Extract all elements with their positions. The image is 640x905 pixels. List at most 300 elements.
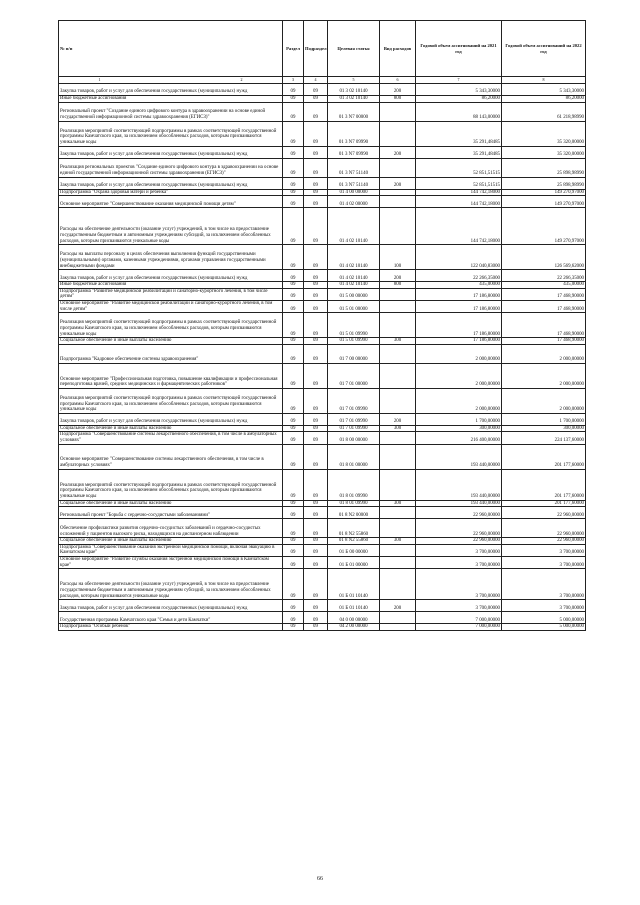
- row-razdel: 09: [283, 600, 304, 612]
- row-target-article: 01 3 N7 51140: [328, 177, 380, 189]
- row-volume-2021: 3 700,00000: [416, 556, 502, 568]
- table-row: [59, 469, 586, 500]
- row-name: Региональный проект "Борьба с сердечно-сосудистыми заболеваниями": [59, 507, 283, 519]
- table-row: [59, 500, 586, 507]
- row-target-article: 01 4 02 00000: [328, 196, 380, 208]
- row-razdel: 09: [283, 500, 304, 507]
- row-target-article: 01 Б 01 10140: [328, 569, 380, 600]
- row-volume-2021: 435,00000: [416, 282, 502, 289]
- row-razdel: 09: [283, 270, 304, 282]
- row-expense-type: 200: [380, 600, 416, 612]
- row-name: Подпрограмма "Совершенствование оказания экстренной медицинской помощи, включая эвакуацию в Камчатском крае": [59, 544, 283, 556]
- row-target-article: 01 8 01 00000: [328, 444, 380, 469]
- table-row: [59, 344, 586, 363]
- row-expense-type: [380, 344, 416, 363]
- row-name: Иные бюджетные ассигнования: [59, 96, 283, 103]
- row-target-article: 01 3 N7 09990: [328, 121, 380, 146]
- row-name: Основное мероприятие "Развитие медицинской реабилитации и санаторно-курортного лечения, в том числе детям": [59, 300, 283, 312]
- row-volume-2022: 25 898,98990: [502, 158, 586, 177]
- table-row: [59, 196, 586, 208]
- table-row: [59, 600, 586, 612]
- table-row: [59, 612, 586, 624]
- row-volume-2021: 5 343,30000: [416, 84, 502, 96]
- row-name: Реализация мероприятий соответствующей подпрограммы в рамках соответствующей государственной программы Камчатского края, за исключением обособленных расходов, которым присваиваются уникальные коды: [59, 388, 283, 413]
- row-volume-2022: 201 177,60000: [502, 469, 586, 500]
- row-volume-2021: 22 960,00000: [416, 507, 502, 519]
- table-row: [59, 245, 586, 270]
- row-expense-type: [380, 102, 416, 121]
- row-podrazdel: 09: [304, 544, 328, 556]
- row-volume-2021: 88 143,00000: [416, 102, 502, 121]
- row-expense-type: [380, 300, 416, 312]
- row-target-article: 01 3 02 10140: [328, 96, 380, 103]
- row-volume-2022: 126 569,62000: [502, 245, 586, 270]
- row-razdel: 09: [283, 425, 304, 432]
- table-row: [59, 121, 586, 146]
- row-volume-2022: 22 960,00000: [502, 507, 586, 519]
- row-volume-2021: 7 000,00000: [416, 624, 502, 631]
- row-razdel: 09: [283, 444, 304, 469]
- budget-table: [58, 20, 586, 631]
- table-row: [59, 444, 586, 469]
- row-volume-2022: 224 137,60000: [502, 432, 586, 444]
- row-target-article: 04 2 00 00000: [328, 624, 380, 631]
- row-expense-type: 200: [380, 413, 416, 425]
- row-target-article: 01 8 01 09990: [328, 469, 380, 500]
- row-volume-2022: 86,20000: [502, 96, 586, 103]
- row-name: Основное мероприятие "Развитие службы оказания экстренной медицинской помощи в Камчатском крае": [59, 556, 283, 568]
- row-podrazdel: 09: [304, 569, 328, 600]
- row-podrazdel: 09: [304, 556, 328, 568]
- row-volume-2021: 22 960,00000: [416, 519, 502, 538]
- row-razdel: 09: [283, 177, 304, 189]
- row-podrazdel: 09: [304, 121, 328, 146]
- page-number: 66: [317, 876, 323, 882]
- row-expense-type: 200: [380, 177, 416, 189]
- row-name: Закупка товаров, работ и услуг для обеспечения государственных (муниципальных) нужд: [59, 84, 283, 96]
- header-volume-2022: Годовой объем ассигнований на 2022 год: [502, 21, 586, 77]
- row-podrazdel: 09: [304, 444, 328, 469]
- row-name: Расходы на обеспечение деятельности (оказание услуг) учреждений, в том числе на предоставление государственным бюджетным и автономным учреждениям субсидий, за исключением обособленных расходов, которым присваиваются уникальные коды: [59, 208, 283, 245]
- row-razdel: 09: [283, 158, 304, 177]
- row-podrazdel: 09: [304, 500, 328, 507]
- row-razdel: 09: [283, 469, 304, 500]
- row-target-article: 01 8 N2 55860: [328, 538, 380, 545]
- row-target-article: 01 Б 01 10140: [328, 600, 380, 612]
- table-row: [59, 519, 586, 538]
- table-row: [59, 189, 586, 196]
- row-name: Расходы на обеспечение деятельности (оказание услуг) учреждений, в том числе на предоставление государственным бюджетным и автономным учреждениям субсидий, за исключением обособленных расходов, которым присваиваются уникальные коды: [59, 569, 283, 600]
- header-razdel: Раздел: [283, 21, 304, 77]
- row-podrazdel: 09: [304, 84, 328, 96]
- row-volume-2022: 17 468,90000: [502, 300, 586, 312]
- row-expense-type: [380, 544, 416, 556]
- column-number: 1 2: [59, 77, 283, 84]
- row-expense-type: [380, 519, 416, 538]
- row-name: Подпрограмма "Развитие медицинской реабилитации и санаторно-курортного лечения, в том числе детям": [59, 288, 283, 300]
- row-expense-type: 100: [380, 245, 416, 270]
- table-row: [59, 363, 586, 388]
- row-podrazdel: 09: [304, 282, 328, 289]
- row-razdel: 09: [283, 288, 304, 300]
- row-volume-2022: 25 898,98990: [502, 177, 586, 189]
- row-podrazdel: 09: [304, 270, 328, 282]
- table-row: [59, 102, 586, 121]
- row-volume-2021: 3 700,00000: [416, 600, 502, 612]
- header-expense-type: Вид расходов: [380, 21, 416, 77]
- row-expense-type: 300: [380, 500, 416, 507]
- row-podrazdel: 09: [304, 102, 328, 121]
- row-volume-2022: 435,00000: [502, 282, 586, 289]
- row-volume-2021: 1 700,00000: [416, 413, 502, 425]
- row-name: Закупка товаров, работ и услуг для обеспечения государственных (муниципальных) нужд: [59, 177, 283, 189]
- header-volume-2021: Годовой объем ассигнований на 2021 год: [416, 21, 502, 77]
- row-expense-type: [380, 432, 416, 444]
- row-volume-2022: 22 960,00000: [502, 538, 586, 545]
- row-razdel: 09: [283, 102, 304, 121]
- row-podrazdel: 09: [304, 338, 328, 345]
- row-target-article: 01 Б 00 00000: [328, 544, 380, 556]
- row-volume-2021: 2 000,00000: [416, 388, 502, 413]
- table-row: [59, 338, 586, 345]
- row-expense-type: [380, 612, 416, 624]
- row-volume-2021: 17 186,80000: [416, 300, 502, 312]
- row-volume-2022: 2 000,00000: [502, 363, 586, 388]
- row-podrazdel: 09: [304, 313, 328, 338]
- row-volume-2021: 144 742,18000: [416, 189, 502, 196]
- row-name: Социальное обеспечение и иные выплаты населению: [59, 538, 283, 545]
- row-razdel: 09: [283, 519, 304, 538]
- row-target-article: 01 5 01 09990: [328, 338, 380, 345]
- column-number: 3: [283, 77, 304, 84]
- row-expense-type: [380, 569, 416, 600]
- row-volume-2022: 2 000,00000: [502, 344, 586, 363]
- row-target-article: 01 8 N2 55860: [328, 519, 380, 538]
- row-razdel: 09: [283, 196, 304, 208]
- row-target-article: 01 3 02 10140: [328, 84, 380, 96]
- column-number: 8: [502, 77, 586, 84]
- row-podrazdel: 09: [304, 196, 328, 208]
- row-volume-2022: 149 270,97000: [502, 208, 586, 245]
- row-razdel: 09: [283, 612, 304, 624]
- row-podrazdel: 09: [304, 288, 328, 300]
- row-volume-2022: 22 266,35000: [502, 270, 586, 282]
- row-volume-2021: 2 000,00000: [416, 363, 502, 388]
- row-expense-type: [380, 444, 416, 469]
- row-volume-2022: 3 700,00000: [502, 544, 586, 556]
- row-volume-2022: 3 700,00000: [502, 569, 586, 600]
- row-razdel: 09: [283, 432, 304, 444]
- row-name: Социальное обеспечение и иные выплаты населению: [59, 425, 283, 432]
- row-target-article: 01 3 N7 09990: [328, 146, 380, 158]
- row-target-article: 01 7 01 09990: [328, 413, 380, 425]
- table-row: [59, 624, 586, 631]
- row-name: Подпрограмма "Особый ребенок": [59, 624, 283, 631]
- row-name: Основное мероприятие "Совершенствование системы лекарственного обеспечения, в том числе в амбулаторных условиях": [59, 444, 283, 469]
- row-expense-type: 300: [380, 338, 416, 345]
- budget-sheet: [58, 20, 585, 631]
- row-podrazdel: 09: [304, 432, 328, 444]
- header-name: № п/п: [59, 21, 283, 77]
- row-volume-2021: 193 440,00000: [416, 444, 502, 469]
- row-podrazdel: 09: [304, 519, 328, 538]
- row-volume-2021: 2 000,00000: [416, 344, 502, 363]
- row-volume-2022: 201 177,60000: [502, 500, 586, 507]
- row-razdel: 09: [283, 121, 304, 146]
- row-razdel: 09: [283, 208, 304, 245]
- row-volume-2021: 3 700,00000: [416, 569, 502, 600]
- table-row: [59, 388, 586, 413]
- row-name: Обеспечение профилактики развития сердечно-сосудистых заболеваний и сердечно-сосудистых осложнений у пациентов высокого риска, находящихся на диспансерном наблюдении: [59, 519, 283, 538]
- row-volume-2022: 5 343,30000: [502, 84, 586, 96]
- row-podrazdel: 09: [304, 158, 328, 177]
- row-volume-2021: 193 440,00000: [416, 469, 502, 500]
- row-podrazdel: 09: [304, 96, 328, 103]
- table-row: [59, 569, 586, 600]
- row-volume-2021: 144 742,18000: [416, 208, 502, 245]
- row-expense-type: 200: [380, 270, 416, 282]
- row-expense-type: 800: [380, 282, 416, 289]
- row-target-article: 01 5 01 00000: [328, 300, 380, 312]
- row-target-article: 01 4 02 10140: [328, 208, 380, 245]
- row-razdel: 09: [283, 282, 304, 289]
- row-expense-type: [380, 507, 416, 519]
- row-name: Расходы на выплаты персоналу в целях обеспечения выполнения функций государственными (муниципальными) органами, казенными учреждениями, органами управления государственными внебюджетными фондами: [59, 245, 283, 270]
- row-volume-2022: 300,00000: [502, 425, 586, 432]
- table-row: [59, 300, 586, 312]
- row-target-article: 01 5 01 09990: [328, 313, 380, 338]
- table-row: [59, 96, 586, 103]
- row-volume-2022: 5 000,00000: [502, 612, 586, 624]
- column-number: 6: [380, 77, 416, 84]
- row-podrazdel: 09: [304, 189, 328, 196]
- row-volume-2021: 3 700,00000: [416, 544, 502, 556]
- row-podrazdel: 09: [304, 425, 328, 432]
- row-podrazdel: 09: [304, 612, 328, 624]
- row-name: Подпрограмма "Охрана здоровья матери и ребенка": [59, 189, 283, 196]
- row-volume-2022: 35 320,00000: [502, 146, 586, 158]
- row-volume-2022: 35 320,00000: [502, 121, 586, 146]
- row-volume-2022: 22 960,00000: [502, 519, 586, 538]
- row-razdel: 09: [283, 344, 304, 363]
- row-name: Закупка товаров, работ и услуг для обеспечения государственных (муниципальных) нужд: [59, 146, 283, 158]
- row-expense-type: [380, 288, 416, 300]
- row-expense-type: [380, 121, 416, 146]
- row-volume-2022: 2 000,00000: [502, 388, 586, 413]
- row-razdel: 09: [283, 413, 304, 425]
- row-name: Основное мероприятие "Совершенствование оказания медицинской помощи детям": [59, 196, 283, 208]
- row-podrazdel: 09: [304, 363, 328, 388]
- row-razdel: 09: [283, 624, 304, 631]
- row-target-article: 01 4 02 10140: [328, 245, 380, 270]
- row-name: Социальное обеспечение и иные выплаты населению: [59, 338, 283, 345]
- row-volume-2022: 201 177,60000: [502, 444, 586, 469]
- row-volume-2022: 149 270,97000: [502, 196, 586, 208]
- row-volume-2021: 22 266,35000: [416, 270, 502, 282]
- row-name: Социальное обеспечение и иные выплаты населению: [59, 500, 283, 507]
- table-row: [59, 146, 586, 158]
- row-expense-type: [380, 196, 416, 208]
- row-podrazdel: 09: [304, 177, 328, 189]
- row-name: Закупка товаров, работ и услуг для обеспечения государственных (муниципальных) нужд: [59, 270, 283, 282]
- row-target-article: 01 7 00 00000: [328, 344, 380, 363]
- column-number: 5: [328, 77, 380, 84]
- row-razdel: 09: [283, 388, 304, 413]
- table-row: [59, 538, 586, 545]
- row-target-article: 01 4 00 00000: [328, 189, 380, 196]
- table-row: [59, 432, 586, 444]
- row-volume-2021: 17 186,80000: [416, 313, 502, 338]
- row-razdel: 09: [283, 300, 304, 312]
- row-target-article: 01 7 01 09990: [328, 388, 380, 413]
- row-volume-2021: 300,00000: [416, 425, 502, 432]
- row-razdel: 09: [283, 338, 304, 345]
- column-number: 4: [304, 77, 328, 84]
- row-target-article: 01 8 N2 00000: [328, 507, 380, 519]
- row-podrazdel: 09: [304, 624, 328, 631]
- row-volume-2021: 52 851,51515: [416, 177, 502, 189]
- row-volume-2021: 216 400,00000: [416, 432, 502, 444]
- row-razdel: 09: [283, 96, 304, 103]
- row-expense-type: [380, 388, 416, 413]
- row-expense-type: [380, 363, 416, 388]
- row-volume-2021: 193 440,00000: [416, 500, 502, 507]
- row-podrazdel: 09: [304, 344, 328, 363]
- row-expense-type: [380, 624, 416, 631]
- row-expense-type: 800: [380, 96, 416, 103]
- row-volume-2021: 35 291,48485: [416, 121, 502, 146]
- row-expense-type: 200: [380, 84, 416, 96]
- row-podrazdel: 09: [304, 146, 328, 158]
- row-volume-2022: 5 000,00000: [502, 624, 586, 631]
- row-name: Иные бюджетные ассигнования: [59, 282, 283, 289]
- table-row: [59, 208, 586, 245]
- row-podrazdel: 09: [304, 388, 328, 413]
- row-razdel: 09: [283, 556, 304, 568]
- row-volume-2021: 35 291,48485: [416, 146, 502, 158]
- row-volume-2022: 17 468,90000: [502, 313, 586, 338]
- table-row: [59, 84, 586, 96]
- row-target-article: 01 8 01 09990: [328, 500, 380, 507]
- header-target-article: Целевая статья: [328, 21, 380, 77]
- row-name: Закупка товаров, работ и услуг для обеспечения государственных (муниципальных) нужд: [59, 413, 283, 425]
- table-row: [59, 544, 586, 556]
- row-target-article: 01 7 01 09990: [328, 425, 380, 432]
- row-target-article: 01 Б 01 00000: [328, 556, 380, 568]
- row-volume-2021: 52 851,51515: [416, 158, 502, 177]
- column-number-row: [59, 77, 586, 84]
- column-number: 7: [416, 77, 502, 84]
- row-razdel: 09: [283, 146, 304, 158]
- row-volume-2022: 17 468,90000: [502, 338, 586, 345]
- row-razdel: 09: [283, 507, 304, 519]
- table-row: [59, 507, 586, 519]
- row-expense-type: [380, 208, 416, 245]
- row-target-article: 01 5 00 00000: [328, 288, 380, 300]
- row-expense-type: [380, 313, 416, 338]
- row-volume-2021: 22 960,00000: [416, 538, 502, 545]
- row-volume-2022: 61 218,98990: [502, 102, 586, 121]
- table-row: [59, 288, 586, 300]
- row-volume-2021: 144 742,18000: [416, 196, 502, 208]
- row-podrazdel: 09: [304, 538, 328, 545]
- row-podrazdel: 09: [304, 208, 328, 245]
- table-row: [59, 158, 586, 177]
- row-volume-2022: 149 270,97000: [502, 189, 586, 196]
- row-expense-type: [380, 189, 416, 196]
- row-expense-type: 200: [380, 146, 416, 158]
- row-target-article: 04 0 00 00000: [328, 612, 380, 624]
- row-name: Реализация региональных проектов "Создание единого цифрового контура в здравоохранении на основе единой государственной информационной системы здравоохранения (ЕГИСЗ)": [59, 158, 283, 177]
- row-volume-2021: 86,20000: [416, 96, 502, 103]
- row-expense-type: [380, 158, 416, 177]
- row-target-article: 01 4 02 10140: [328, 270, 380, 282]
- table-row: [59, 270, 586, 282]
- row-podrazdel: 09: [304, 300, 328, 312]
- table-row: [59, 425, 586, 432]
- row-expense-type: 300: [380, 538, 416, 545]
- row-name: Государственная программа Камчатского края "Семья и дети Камчатки": [59, 612, 283, 624]
- row-podrazdel: 09: [304, 413, 328, 425]
- row-razdel: 09: [283, 538, 304, 545]
- row-target-article: 01 7 01 00000: [328, 363, 380, 388]
- row-podrazdel: 09: [304, 507, 328, 519]
- row-razdel: 09: [283, 84, 304, 96]
- row-name: Реализация мероприятий соответствующей подпрограммы в рамках соответствующей государственной программы Камчатского края, за исключением обособленных расходов, которым присваиваются уникальные коды: [59, 121, 283, 146]
- budget-rows: [59, 84, 586, 631]
- row-volume-2021: 122 040,83000: [416, 245, 502, 270]
- row-volume-2021: 17 186,80000: [416, 338, 502, 345]
- row-podrazdel: 09: [304, 245, 328, 270]
- row-podrazdel: 09: [304, 600, 328, 612]
- row-expense-type: [380, 469, 416, 500]
- row-target-article: 01 3 N7 51140: [328, 158, 380, 177]
- row-volume-2022: 17 468,90000: [502, 288, 586, 300]
- table-row: [59, 282, 586, 289]
- row-volume-2021: 7 000,00000: [416, 612, 502, 624]
- row-razdel: 09: [283, 569, 304, 600]
- row-target-article: 01 4 02 10140: [328, 282, 380, 289]
- header-podrazdel: Подраздел: [304, 21, 328, 77]
- row-name: Основное мероприятие "Профессиональная подготовка, повышение квалификации и профессиональная переподготовка врачей, средних медицинских и фармацевтических работников": [59, 363, 283, 388]
- row-name: Реализация мероприятий соответствующей подпрограммы в рамках соответствующей государственной программы Камчатского края, за исключением обособленных расходов, которым присваиваются уникальные коды: [59, 469, 283, 500]
- row-name: Реализация мероприятий соответствующей подпрограммы в рамках соответствующей государственной программы Камчатского края, за исключением обособленных расходов, которым присваиваются уникальные коды: [59, 313, 283, 338]
- row-name: Подпрограмма "Совершенствование системы лекарственного обеспечения, в том числе в амбулаторных условиях": [59, 432, 283, 444]
- row-razdel: 09: [283, 245, 304, 270]
- table-row: [59, 177, 586, 189]
- row-target-article: 01 3 N7 00000: [328, 102, 380, 121]
- table-row: [59, 556, 586, 568]
- row-volume-2022: 3 700,00000: [502, 600, 586, 612]
- table-row: [59, 313, 586, 338]
- row-volume-2022: 1 700,00000: [502, 413, 586, 425]
- row-expense-type: 300: [380, 425, 416, 432]
- row-name: Подпрограмма "Кадровое обеспечение системы здравоохранения": [59, 344, 283, 363]
- row-razdel: 09: [283, 544, 304, 556]
- row-name: Региональный проект "Создание единого цифрового контура в здравоохранении на основе единой государственной информационной системы здравоохранения (ЕГИСЗ)": [59, 102, 283, 121]
- header-row: [59, 21, 586, 77]
- row-razdel: 09: [283, 363, 304, 388]
- row-razdel: 09: [283, 313, 304, 338]
- row-volume-2022: 3 700,00000: [502, 556, 586, 568]
- row-podrazdel: 09: [304, 469, 328, 500]
- row-volume-2021: 17 186,80000: [416, 288, 502, 300]
- row-expense-type: [380, 556, 416, 568]
- row-razdel: 09: [283, 189, 304, 196]
- table-row: [59, 413, 586, 425]
- row-name: Закупка товаров, работ и услуг для обеспечения государственных (муниципальных) нужд: [59, 600, 283, 612]
- row-target-article: 01 8 00 00000: [328, 432, 380, 444]
